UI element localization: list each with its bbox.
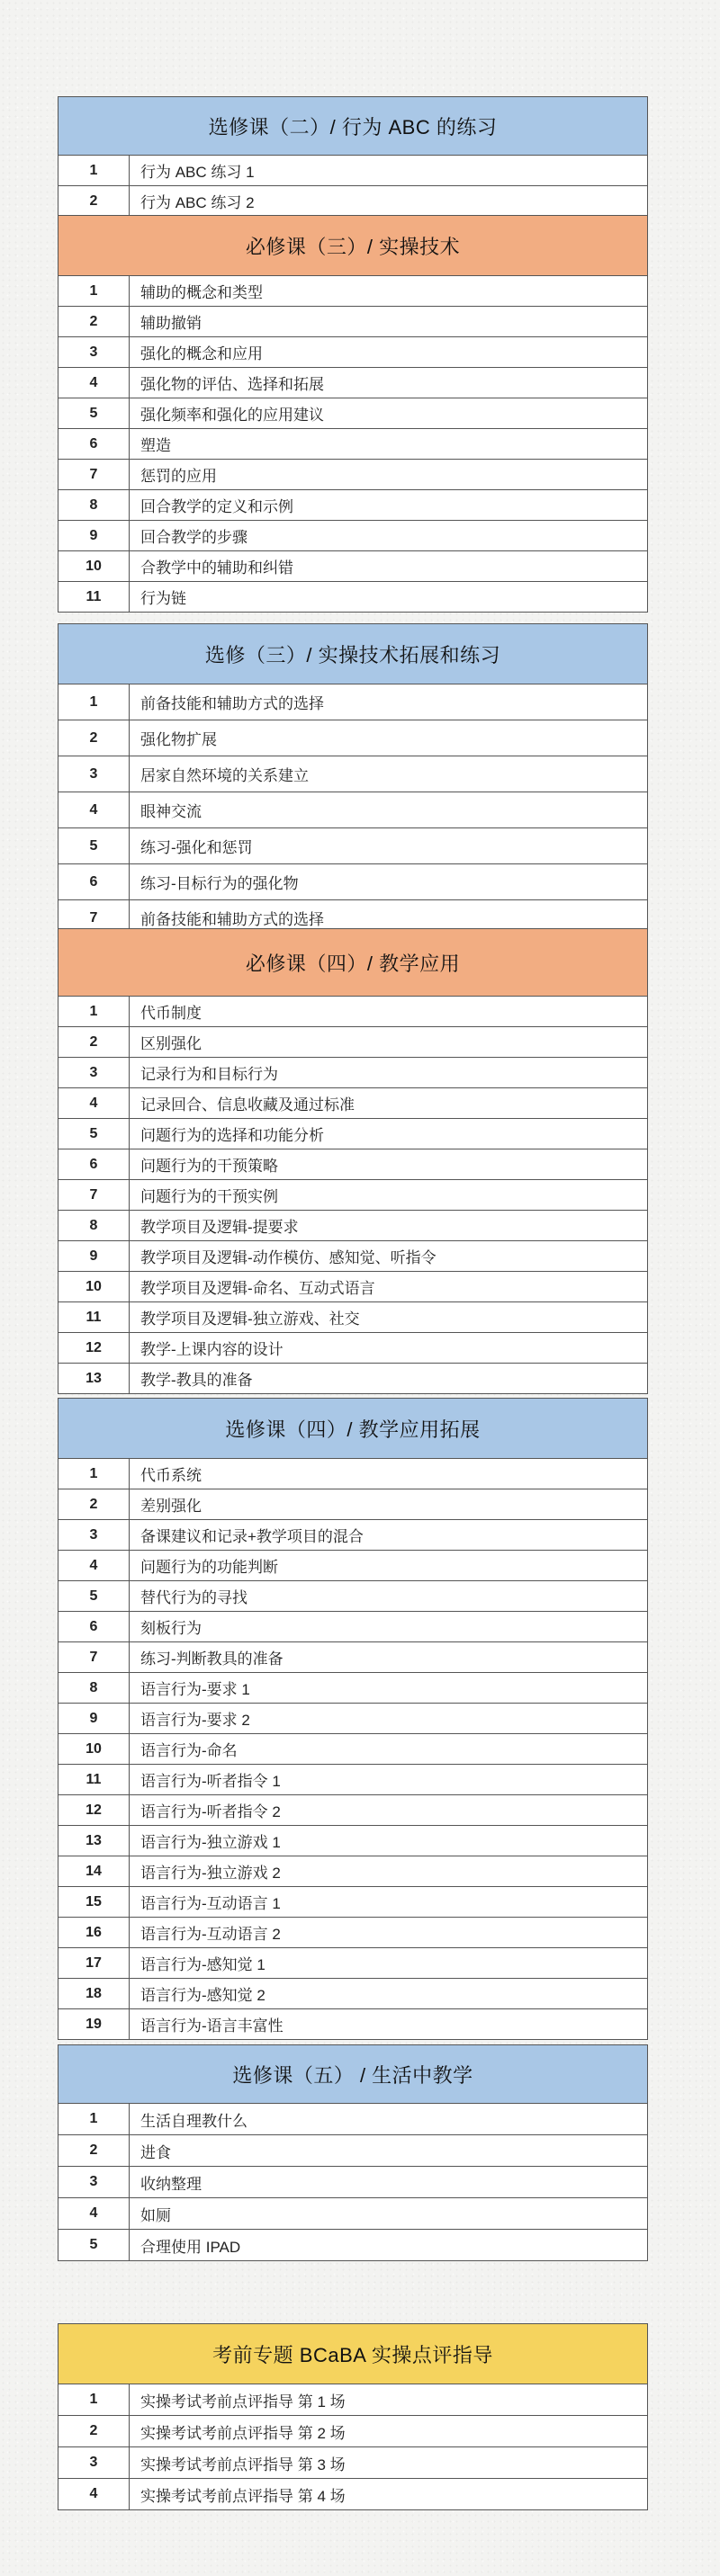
lesson-title: 实操考试考前点评指导 第 1 场 bbox=[140, 2393, 346, 2411]
row-number: 7 bbox=[58, 1642, 130, 1672]
row-number: 6 bbox=[58, 429, 130, 459]
row-number: 11 bbox=[58, 1765, 130, 1794]
row-number: 5 bbox=[58, 828, 130, 863]
lesson-title: 教学项目及逻辑-独立游戏、社交 bbox=[140, 1310, 360, 1328]
table-row bbox=[58, 1734, 647, 1765]
row-number: 10 bbox=[58, 1272, 130, 1301]
section-header: 选修课（五） / 生活中教学 bbox=[58, 2045, 647, 2104]
row-number: 7 bbox=[58, 460, 130, 489]
row-number: 3 bbox=[58, 1520, 130, 1550]
row-number: 2 bbox=[58, 2135, 130, 2166]
table-row bbox=[58, 368, 647, 398]
lesson-title: 辅助撤销 bbox=[140, 315, 202, 332]
lesson-title: 语言行为-要求 1 bbox=[140, 1681, 250, 1698]
section-header: 选修课（二）/ 行为 ABC 的练习 bbox=[58, 97, 647, 156]
table-row bbox=[58, 997, 647, 1027]
table-row bbox=[58, 186, 647, 217]
lesson-title: 回合教学的定义和示例 bbox=[140, 498, 293, 515]
section-header: 选修（三）/ 实操技术拓展和练习 bbox=[58, 624, 647, 684]
row-number: 6 bbox=[58, 864, 130, 899]
row-number: 2 bbox=[58, 2416, 130, 2446]
section-header: 考前专题 BCaBA 实操点评指导 bbox=[58, 2324, 647, 2384]
table-row bbox=[58, 276, 647, 307]
table-row bbox=[58, 1551, 647, 1581]
lesson-title: 收纳整理 bbox=[140, 2175, 202, 2193]
row-number: 9 bbox=[58, 1241, 130, 1271]
row-number: 8 bbox=[58, 1673, 130, 1703]
table-row bbox=[58, 460, 647, 490]
lesson-title: 语言行为-要求 2 bbox=[140, 1712, 250, 1729]
table-row bbox=[58, 1180, 647, 1211]
table-row bbox=[58, 1948, 647, 1979]
table-row bbox=[58, 1795, 647, 1826]
table-row bbox=[58, 1459, 647, 1489]
row-number: 2 bbox=[58, 1027, 130, 1057]
lesson-title: 教学项目及逻辑-提要求 bbox=[140, 1219, 299, 1236]
row-number: 13 bbox=[58, 1364, 130, 1393]
row-number: 3 bbox=[58, 756, 130, 792]
row-number: 6 bbox=[58, 1149, 130, 1179]
lesson-title: 辅助的概念和类型 bbox=[140, 284, 263, 301]
lesson-title: 练习-判断教具的准备 bbox=[140, 1650, 284, 1668]
table-row bbox=[58, 1058, 647, 1088]
lesson-title: 教学项目及逻辑-命名、互动式语言 bbox=[140, 1280, 375, 1297]
lesson-title: 眼神交流 bbox=[140, 803, 202, 820]
lesson-title: 练习-强化和惩罚 bbox=[140, 839, 253, 856]
row-number: 7 bbox=[58, 900, 130, 935]
lesson-title: 代币制度 bbox=[140, 1005, 202, 1022]
row-number: 9 bbox=[58, 1704, 130, 1733]
table-row bbox=[58, 1211, 647, 1241]
row-number: 7 bbox=[58, 1180, 130, 1210]
course-table-elective-4 bbox=[58, 1398, 648, 2040]
table-row bbox=[58, 1489, 647, 1520]
lesson-title: 语言行为-感知觉 1 bbox=[140, 1956, 266, 1973]
table-row bbox=[58, 490, 647, 521]
row-number: 1 bbox=[58, 2384, 130, 2415]
lesson-title: 刻板行为 bbox=[140, 1620, 202, 1637]
course-table-elective-2 bbox=[58, 96, 648, 217]
lesson-title: 实操考试考前点评指导 第 4 场 bbox=[140, 2487, 346, 2505]
row-number: 17 bbox=[58, 1948, 130, 1978]
row-number: 19 bbox=[58, 2009, 130, 2039]
table-row bbox=[58, 1302, 647, 1333]
lesson-title: 实操考试考前点评指导 第 2 场 bbox=[140, 2424, 346, 2442]
table-row bbox=[58, 1241, 647, 1272]
row-number: 4 bbox=[58, 1088, 130, 1118]
table-row bbox=[58, 1704, 647, 1734]
lesson-title: 进食 bbox=[140, 2143, 171, 2161]
table-row bbox=[58, 429, 647, 460]
row-number: 10 bbox=[58, 1734, 130, 1764]
row-number: 12 bbox=[58, 1795, 130, 1825]
lesson-title: 前备技能和辅助方式的选择 bbox=[140, 695, 324, 712]
row-number: 14 bbox=[58, 1856, 130, 1886]
section-header: 必修课（四）/ 教学应用 bbox=[58, 929, 647, 997]
row-number: 5 bbox=[58, 1581, 130, 1611]
row-number: 4 bbox=[58, 368, 130, 398]
course-table-required-3 bbox=[58, 215, 648, 613]
table-row bbox=[58, 828, 647, 864]
row-number: 1 bbox=[58, 997, 130, 1026]
table-row bbox=[58, 337, 647, 368]
lesson-title: 语言行为-听者指令 1 bbox=[140, 1773, 281, 1790]
row-number: 9 bbox=[58, 521, 130, 550]
lesson-title: 如厕 bbox=[140, 2206, 171, 2224]
row-number: 1 bbox=[58, 276, 130, 306]
lesson-title: 居家自然环境的关系建立 bbox=[140, 767, 309, 784]
table-row bbox=[58, 2135, 647, 2167]
table-row bbox=[58, 2384, 647, 2416]
lesson-title: 差别强化 bbox=[140, 1498, 202, 1515]
row-number: 4 bbox=[58, 2198, 130, 2229]
row-number: 1 bbox=[58, 2104, 130, 2134]
section-header: 必修课（三）/ 实操技术 bbox=[58, 216, 647, 276]
row-number: 1 bbox=[58, 156, 130, 185]
row-number: 3 bbox=[58, 2447, 130, 2478]
row-number: 10 bbox=[58, 551, 130, 581]
lesson-title: 语言行为-互动语言 2 bbox=[140, 1926, 281, 1943]
lesson-title: 塑造 bbox=[140, 437, 171, 454]
row-number: 4 bbox=[58, 792, 130, 827]
table-row bbox=[58, 2447, 647, 2479]
lesson-title: 区别强化 bbox=[140, 1035, 202, 1052]
table-row bbox=[58, 1765, 647, 1795]
table-row bbox=[58, 2198, 647, 2230]
lesson-title: 惩罚的应用 bbox=[140, 468, 217, 485]
lesson-title: 教学-教具的准备 bbox=[140, 1372, 253, 1389]
lesson-title: 生活自理教什么 bbox=[140, 2112, 248, 2130]
lesson-title: 行为链 bbox=[140, 590, 186, 607]
lesson-title: 教学项目及逻辑-动作模仿、感知觉、听指令 bbox=[140, 1249, 436, 1266]
table-row bbox=[58, 582, 647, 613]
row-number: 6 bbox=[58, 1612, 130, 1641]
row-number: 1 bbox=[58, 684, 130, 720]
lesson-title: 合理使用 IPAD bbox=[140, 2238, 241, 2256]
lesson-title: 记录行为和目标行为 bbox=[140, 1066, 278, 1083]
lesson-title: 代币系统 bbox=[140, 1467, 202, 1484]
lesson-title: 问题行为的干预策略 bbox=[140, 1158, 278, 1175]
row-number: 5 bbox=[58, 2230, 130, 2260]
lesson-title: 语言行为-独立游戏 2 bbox=[140, 1865, 281, 1882]
table-row bbox=[58, 2230, 647, 2261]
table-row bbox=[58, 1918, 647, 1948]
table-row bbox=[58, 1642, 647, 1673]
row-number: 2 bbox=[58, 186, 130, 216]
lesson-title: 替代行为的寻找 bbox=[140, 1589, 248, 1606]
table-row bbox=[58, 1887, 647, 1918]
table-row bbox=[58, 1826, 647, 1856]
lesson-title: 强化的概念和应用 bbox=[140, 345, 263, 362]
table-row bbox=[58, 1088, 647, 1119]
row-number: 2 bbox=[58, 1489, 130, 1519]
course-table-exam-prep bbox=[58, 2323, 648, 2510]
row-number: 13 bbox=[58, 1826, 130, 1856]
row-number: 2 bbox=[58, 720, 130, 756]
row-number: 2 bbox=[58, 307, 130, 336]
table-row bbox=[58, 2009, 647, 2040]
lesson-title: 教学-上课内容的设计 bbox=[140, 1341, 284, 1358]
table-row bbox=[58, 1520, 647, 1551]
lesson-title: 语言行为-命名 bbox=[140, 1742, 238, 1759]
row-number: 11 bbox=[58, 582, 130, 612]
lesson-title: 行为 ABC 练习 2 bbox=[140, 194, 255, 211]
table-row bbox=[58, 2167, 647, 2198]
table-row bbox=[58, 521, 647, 551]
lesson-title: 语言行为-听者指令 2 bbox=[140, 1803, 281, 1820]
table-row bbox=[58, 551, 647, 582]
row-number: 18 bbox=[58, 1979, 130, 2008]
lesson-title: 行为 ABC 练习 1 bbox=[140, 164, 255, 181]
lesson-title: 问题行为的功能判断 bbox=[140, 1559, 278, 1576]
row-number: 5 bbox=[58, 398, 130, 428]
row-number: 5 bbox=[58, 1119, 130, 1149]
row-number: 12 bbox=[58, 1333, 130, 1363]
course-table-required-4 bbox=[58, 928, 648, 1394]
table-row bbox=[58, 1119, 647, 1149]
table-row bbox=[58, 684, 647, 720]
row-number: 4 bbox=[58, 2479, 130, 2509]
table-row bbox=[58, 2416, 647, 2447]
row-number: 11 bbox=[58, 1302, 130, 1332]
lesson-title: 备课建议和记录+教学项目的混合 bbox=[140, 1528, 364, 1545]
row-number: 1 bbox=[58, 1459, 130, 1489]
table-row bbox=[58, 1856, 647, 1887]
lesson-title: 强化频率和强化的应用建议 bbox=[140, 407, 324, 424]
table-row bbox=[58, 1333, 647, 1364]
row-number: 3 bbox=[58, 337, 130, 367]
course-table-elective-3 bbox=[58, 623, 648, 936]
lesson-title: 合教学中的辅助和纠错 bbox=[140, 559, 293, 577]
lesson-title: 练习-目标行为的强化物 bbox=[140, 875, 299, 892]
course-table-elective-5 bbox=[58, 2044, 648, 2261]
table-row bbox=[58, 1581, 647, 1612]
table-row bbox=[58, 2479, 647, 2510]
table-row bbox=[58, 2104, 647, 2135]
lesson-title: 回合教学的步骤 bbox=[140, 529, 248, 546]
table-row bbox=[58, 1149, 647, 1180]
lesson-title: 语言行为-独立游戏 1 bbox=[140, 1834, 281, 1851]
row-number: 16 bbox=[58, 1918, 130, 1947]
table-row bbox=[58, 1673, 647, 1704]
table-row bbox=[58, 156, 647, 186]
lesson-title: 前备技能和辅助方式的选择 bbox=[140, 911, 324, 928]
lesson-title: 实操考试考前点评指导 第 3 场 bbox=[140, 2455, 346, 2473]
lesson-title: 语言行为-语言丰富性 bbox=[140, 2017, 284, 2035]
lesson-title: 记录回合、信息收藏及通过标准 bbox=[140, 1096, 355, 1114]
row-number: 3 bbox=[58, 2167, 130, 2197]
table-row bbox=[58, 756, 647, 792]
row-number: 8 bbox=[58, 490, 130, 520]
table-row bbox=[58, 1364, 647, 1394]
row-number: 8 bbox=[58, 1211, 130, 1240]
section-header: 选修课（四）/ 教学应用拓展 bbox=[58, 1399, 647, 1459]
lesson-title: 强化物的评估、选择和拓展 bbox=[140, 376, 324, 393]
table-row bbox=[58, 398, 647, 429]
lesson-title: 强化物扩展 bbox=[140, 731, 217, 748]
table-row bbox=[58, 1027, 647, 1058]
lesson-title: 语言行为-互动语言 1 bbox=[140, 1895, 281, 1912]
table-row bbox=[58, 1979, 647, 2009]
row-number: 15 bbox=[58, 1887, 130, 1917]
table-row bbox=[58, 1612, 647, 1642]
table-row bbox=[58, 864, 647, 900]
table-row bbox=[58, 307, 647, 337]
lesson-title: 语言行为-感知觉 2 bbox=[140, 1987, 266, 2004]
row-number: 4 bbox=[58, 1551, 130, 1580]
lesson-title: 问题行为的干预实例 bbox=[140, 1188, 278, 1205]
row-number: 3 bbox=[58, 1058, 130, 1087]
table-row bbox=[58, 720, 647, 756]
lesson-title: 问题行为的选择和功能分析 bbox=[140, 1127, 324, 1144]
table-row bbox=[58, 792, 647, 828]
table-row bbox=[58, 1272, 647, 1302]
